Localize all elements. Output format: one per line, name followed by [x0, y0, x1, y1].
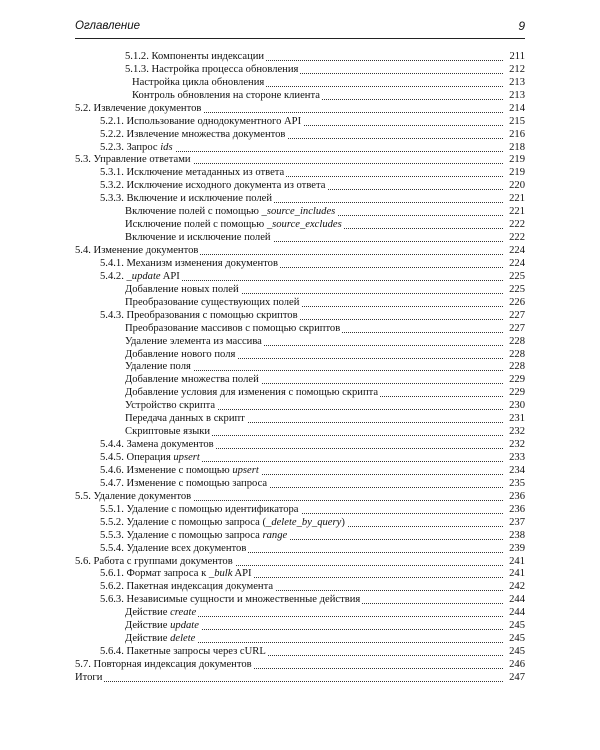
toc-entry-title — [100, 542, 248, 555]
toc-entry-title — [100, 309, 300, 322]
toc-entry[interactable] — [75, 63, 525, 76]
toc-entry-page: 241 — [505, 567, 525, 580]
toc-entry-title-text: Настройка цикла обновления — [132, 76, 265, 88]
toc-entry-title-text: 5.5.4. Удаление всех документов — [100, 542, 247, 554]
toc-entry-title-text: 5.5.2. Удаление с помощью запроса ( — [100, 516, 267, 528]
toc-entry-title-text: Добавление нового поля — [125, 348, 236, 360]
toc-entry[interactable] — [75, 309, 525, 322]
toc-entry-title — [75, 244, 200, 257]
toc-entry-title-text: 5.4.3. Преобразования с помощью скриптов — [100, 309, 298, 321]
toc-entry[interactable] — [75, 231, 525, 244]
toc-entry-title-text: ) — [341, 516, 345, 528]
toc-entry-title-text: Добавление множества полей — [125, 374, 259, 386]
table-of-contents — [75, 50, 525, 684]
toc-entry-page: 219 — [505, 166, 525, 179]
toc-entry-title-text: Скриптовые языки — [125, 426, 211, 438]
toc-entry-page: 216 — [505, 128, 525, 141]
toc-entry-page: 232 — [505, 425, 525, 438]
toc-entry[interactable] — [75, 477, 525, 490]
toc-entry[interactable] — [75, 322, 525, 335]
toc-entry-page: 239 — [505, 542, 525, 555]
toc-entry-page: 247 — [505, 671, 525, 684]
toc-entry-page: 228 — [505, 348, 525, 361]
toc-entry-title-text: Действие — [125, 633, 171, 645]
toc-entry-page: 227 — [505, 309, 525, 322]
toc-entry[interactable] — [75, 386, 525, 399]
toc-entry-title — [125, 619, 201, 632]
page-header — [75, 18, 525, 39]
toc-entry-title — [100, 166, 286, 179]
toc-entry-title-text: 5.5. Удаление документов — [75, 490, 192, 502]
toc-entry-title — [100, 580, 275, 593]
toc-entry-page: 245 — [505, 632, 525, 645]
toc-entry-title-text: 5.6. Работа с группами документов — [75, 555, 233, 567]
toc-entry-title — [125, 322, 342, 335]
toc-entry-page: 213 — [505, 89, 525, 102]
toc-entry-title-italic: _delete_by_query — [266, 516, 342, 528]
toc-entry-page: 224 — [505, 257, 525, 270]
toc-entry-title-italic: _source_includes — [261, 206, 336, 218]
toc-entry[interactable] — [75, 76, 525, 89]
toc-entry-title — [100, 516, 347, 529]
toc-entry-title — [125, 360, 193, 373]
toc-entry-title — [100, 192, 274, 205]
toc-entry[interactable] — [75, 257, 525, 270]
toc-entry-page: 225 — [505, 270, 525, 283]
toc-entry-title-italic: upsert — [232, 464, 259, 476]
toc-entry[interactable] — [75, 89, 525, 102]
toc-entry-page: 232 — [505, 438, 525, 451]
toc-entry-title — [125, 373, 261, 386]
toc-entry-title — [100, 128, 287, 141]
toc-entry-title — [100, 529, 289, 542]
toc-entry-title-italic: _update — [126, 270, 161, 282]
toc-entry-title-text: Устройство скрипта — [125, 400, 216, 412]
toc-entry[interactable] — [75, 179, 525, 192]
toc-entry-title-text: 5.3.3. Включение и исключение полей — [100, 193, 273, 205]
toc-entry-title — [100, 645, 268, 658]
toc-entry-title — [100, 179, 327, 192]
toc-entry-title — [75, 490, 193, 503]
toc-entry-title-text: 5.1.2. Компоненты индексации — [125, 50, 265, 62]
toc-entry-title-text: Преобразование массивов с помощью скриптов — [125, 322, 341, 334]
toc-entry-page: 221 — [505, 205, 525, 218]
toc-entry-title — [125, 231, 273, 244]
toc-entry-title — [75, 671, 104, 684]
toc-entry-title-italic: _bulk — [208, 568, 233, 580]
toc-entry[interactable] — [75, 166, 525, 179]
toc-entry-page: 225 — [505, 283, 525, 296]
toc-entry-title — [75, 102, 203, 115]
toc-entry-page: 214 — [505, 102, 525, 115]
toc-entry-title-text: 5.6.3. Независимые сущности и множественные действия — [100, 594, 361, 606]
toc-entry-title-text: Передача данных в скрипт — [125, 413, 245, 425]
toc-entry-title-text: 5.5.1. Удаление с помощью идентификатора — [100, 503, 299, 515]
toc-entry-title-text: 5.4.7. Изменение с помощью запроса — [100, 477, 268, 489]
toc-entry-title-text: Удаление элемента из массива — [125, 335, 262, 347]
toc-entry-title — [100, 477, 269, 490]
toc-entry-title — [125, 335, 264, 348]
toc-entry-title-text: Удаление поля — [125, 361, 191, 373]
toc-entry-title — [125, 632, 197, 645]
toc-entry-page: 222 — [505, 231, 525, 244]
toc-entry[interactable] — [75, 348, 525, 361]
toc-entry-title-italic: upsert — [173, 452, 200, 463]
toc-entry[interactable] — [75, 412, 525, 425]
toc-entry[interactable] — [75, 399, 525, 412]
toc-entry-page: 215 — [505, 115, 525, 128]
toc-entry-page: 241 — [505, 555, 525, 568]
toc-entry-title-text: 5.2.2. Извлечение множества документов — [100, 128, 286, 140]
toc-entry-page: 235 — [505, 477, 525, 490]
toc-entry-title — [125, 205, 337, 218]
toc-entry-page: 246 — [505, 658, 525, 671]
toc-entry-title-text: Добавление условия для изменения с помощью скрипта — [125, 387, 379, 399]
toc-entry[interactable] — [75, 205, 525, 218]
toc-entry-page: 244 — [505, 593, 525, 606]
toc-entry-title-text: 5.3.2. Исключение исходного документа из ответа — [100, 180, 326, 192]
page-number: 9 — [518, 19, 525, 33]
toc-entry[interactable] — [75, 361, 525, 374]
toc-entry-title — [100, 593, 362, 606]
toc-entry[interactable] — [75, 619, 525, 632]
toc-entry[interactable] — [75, 102, 525, 115]
toc-entry-title — [75, 153, 193, 166]
toc-entry-title — [125, 50, 266, 63]
toc-entry-title — [100, 503, 301, 516]
toc-entry-title-text: 5.7. Повторная индексация документов — [75, 659, 252, 670]
toc-entry[interactable] — [75, 50, 525, 63]
toc-entry[interactable] — [75, 568, 525, 581]
toc-entry-title — [132, 76, 266, 89]
toc-entry-title-text: 5.4.2. — [100, 270, 127, 282]
toc-entry-title-italic: range — [262, 529, 288, 541]
toc-entry-title — [125, 425, 212, 438]
toc-entry[interactable] — [75, 154, 525, 167]
toc-entry-title — [75, 658, 254, 671]
toc-entry-title-text: Добавление новых полей — [125, 283, 239, 295]
toc-entry-title-text: Включение и исключение полей — [125, 232, 271, 244]
toc-entry-title-text: Преобразование существующих полей — [125, 296, 300, 308]
toc-entry-title — [100, 141, 175, 154]
toc-entry-title-text: API — [232, 568, 252, 580]
toc-entry-title — [125, 606, 198, 619]
toc-entry-page: 226 — [505, 296, 525, 309]
toc-entry-title — [125, 283, 241, 296]
toc-entry-title-text: Действие — [125, 607, 171, 619]
toc-entry-title — [100, 438, 216, 451]
toc-entry-page: 245 — [505, 619, 525, 632]
toc-entry-title — [125, 63, 300, 76]
toc-entry[interactable] — [75, 244, 525, 257]
toc-entry-page: 245 — [505, 645, 525, 658]
toc-entry-page: 219 — [505, 153, 525, 166]
toc-entry[interactable] — [75, 529, 525, 542]
toc-entry-page: 218 — [505, 141, 525, 154]
toc-entry-title-text: Включение полей с помощью — [125, 206, 262, 218]
toc-entry[interactable] — [75, 425, 525, 438]
toc-entry-page: 220 — [505, 179, 525, 192]
toc-entry-title-text: Итоги — [75, 671, 103, 683]
toc-entry-title-text: 5.4.1. Механизм изменения документов — [100, 257, 278, 269]
toc-entry-title-text: 5.1.3. Настройка процесса обновления — [125, 63, 299, 75]
toc-entry[interactable] — [75, 503, 525, 516]
toc-entry[interactable] — [75, 490, 525, 503]
toc-entry-title-text: 5.3. Управление ответами — [75, 154, 191, 166]
toc-entry-title-italic: create — [170, 607, 197, 619]
toc-entry-title — [125, 412, 247, 425]
toc-entry-title-text: Контроль обновления на стороне клиента — [132, 89, 320, 101]
toc-entry-title-text: 5.4.6. Изменение с помощью — [100, 464, 233, 476]
toc-entry-page: 229 — [505, 373, 525, 386]
toc-entry-title-text: 5.6.4. Пакетные запросы через cURL — [100, 646, 266, 658]
toc-entry-title-text: 5.6.1. Формат запроса к — [100, 568, 209, 580]
toc-entry-page: 236 — [505, 503, 525, 516]
toc-entry-page: 242 — [505, 580, 525, 593]
toc-entry[interactable] — [75, 270, 525, 283]
toc-entry[interactable] — [75, 192, 525, 205]
toc-entry-page: 221 — [505, 192, 525, 205]
toc-entry-page: 228 — [505, 335, 525, 348]
toc-entry-page: 244 — [505, 606, 525, 619]
toc-entry-title-text: 5.2. Извлечение документов — [75, 102, 202, 114]
toc-entry-page: 211 — [505, 50, 525, 63]
toc-entry-title — [125, 348, 237, 361]
toc-entry-page: 222 — [505, 218, 525, 231]
toc-entry[interactable] — [75, 606, 525, 619]
toc-entry-page: 228 — [505, 360, 525, 373]
toc-entry-title-text: 5.2.1. Использование однодокументного API — [100, 115, 302, 127]
toc-entry-title-text: Исключение полей с помощью — [125, 219, 267, 231]
toc-entry-page: 229 — [505, 386, 525, 399]
toc-entry[interactable] — [75, 283, 525, 296]
toc-entry-title — [100, 464, 261, 477]
toc-entry[interactable] — [75, 658, 525, 671]
toc-entry[interactable] — [75, 296, 525, 309]
toc-entry-title — [125, 399, 217, 412]
toc-entry-title — [132, 89, 322, 102]
toc-entry[interactable] — [75, 645, 525, 658]
toc-entry-title-italic: update — [170, 620, 199, 632]
toc-entry[interactable] — [75, 593, 525, 606]
toc-entry-title-text: 5.4.4. Замена документов — [100, 439, 214, 451]
toc-entry-title — [125, 218, 344, 231]
toc-entry-page: 213 — [505, 76, 525, 89]
toc-entry[interactable] — [75, 335, 525, 348]
toc-entry[interactable] — [75, 451, 525, 464]
toc-entry-page: 227 — [505, 322, 525, 335]
toc-entry[interactable] — [75, 555, 525, 568]
toc-entry-title-text: 5.4. Изменение документов — [75, 245, 199, 256]
toc-entry-title — [100, 257, 280, 270]
toc-entry[interactable] — [75, 438, 525, 451]
toc-entry[interactable] — [75, 141, 525, 154]
toc-entry-page: 231 — [505, 412, 525, 425]
toc-entry-page: 234 — [505, 464, 525, 477]
toc-entry-title-text: Действие — [125, 620, 171, 632]
toc-entry-title — [100, 451, 202, 464]
toc-entry[interactable] — [75, 580, 525, 593]
toc-entry[interactable] — [75, 671, 525, 684]
toc-entry-page: 230 — [505, 399, 525, 412]
toc-entry[interactable] — [75, 218, 525, 231]
toc-entry-title-text: API — [160, 270, 180, 282]
toc-entry-page: 236 — [505, 490, 525, 503]
toc-entry-title — [100, 115, 303, 128]
toc-entry[interactable] — [75, 128, 525, 141]
toc-entry-page: 233 — [505, 451, 525, 464]
toc-entry-title-italic: ids — [160, 141, 173, 153]
toc-entry[interactable] — [75, 516, 525, 529]
running-title: Оглавление — [75, 20, 140, 32]
toc-entry-title-text: 5.4.5. Операция — [100, 452, 174, 463]
toc-entry-title — [125, 386, 380, 399]
toc-entry-title-text: 5.3.1. Исключение метаданных из ответа — [100, 167, 285, 179]
toc-entry-page: 224 — [505, 244, 525, 257]
toc-entry-page: 238 — [505, 529, 525, 542]
toc-entry[interactable] — [75, 632, 525, 645]
toc-entry-title-text: 5.2.3. Запрос — [100, 141, 161, 153]
toc-entry-title-text: 5.6.2. Пакетная индексация документа — [100, 581, 274, 593]
toc-entry-title — [75, 555, 235, 568]
toc-entry-title-italic: _source_excludes — [266, 219, 342, 231]
toc-entry[interactable] — [75, 464, 525, 477]
toc-leader-dots — [77, 681, 503, 682]
toc-entry[interactable] — [75, 115, 525, 128]
toc-entry-title-text: 5.5.3. Удаление с помощью запроса — [100, 529, 263, 541]
toc-entry-title — [100, 567, 254, 580]
toc-entry-title — [125, 296, 301, 309]
toc-entry[interactable] — [75, 542, 525, 555]
toc-entry-page: 212 — [505, 63, 525, 76]
toc-entry-title — [100, 270, 182, 283]
toc-entry[interactable] — [75, 373, 525, 386]
toc-entry-title-italic: delete — [170, 633, 196, 645]
toc-entry-page: 237 — [505, 516, 525, 529]
